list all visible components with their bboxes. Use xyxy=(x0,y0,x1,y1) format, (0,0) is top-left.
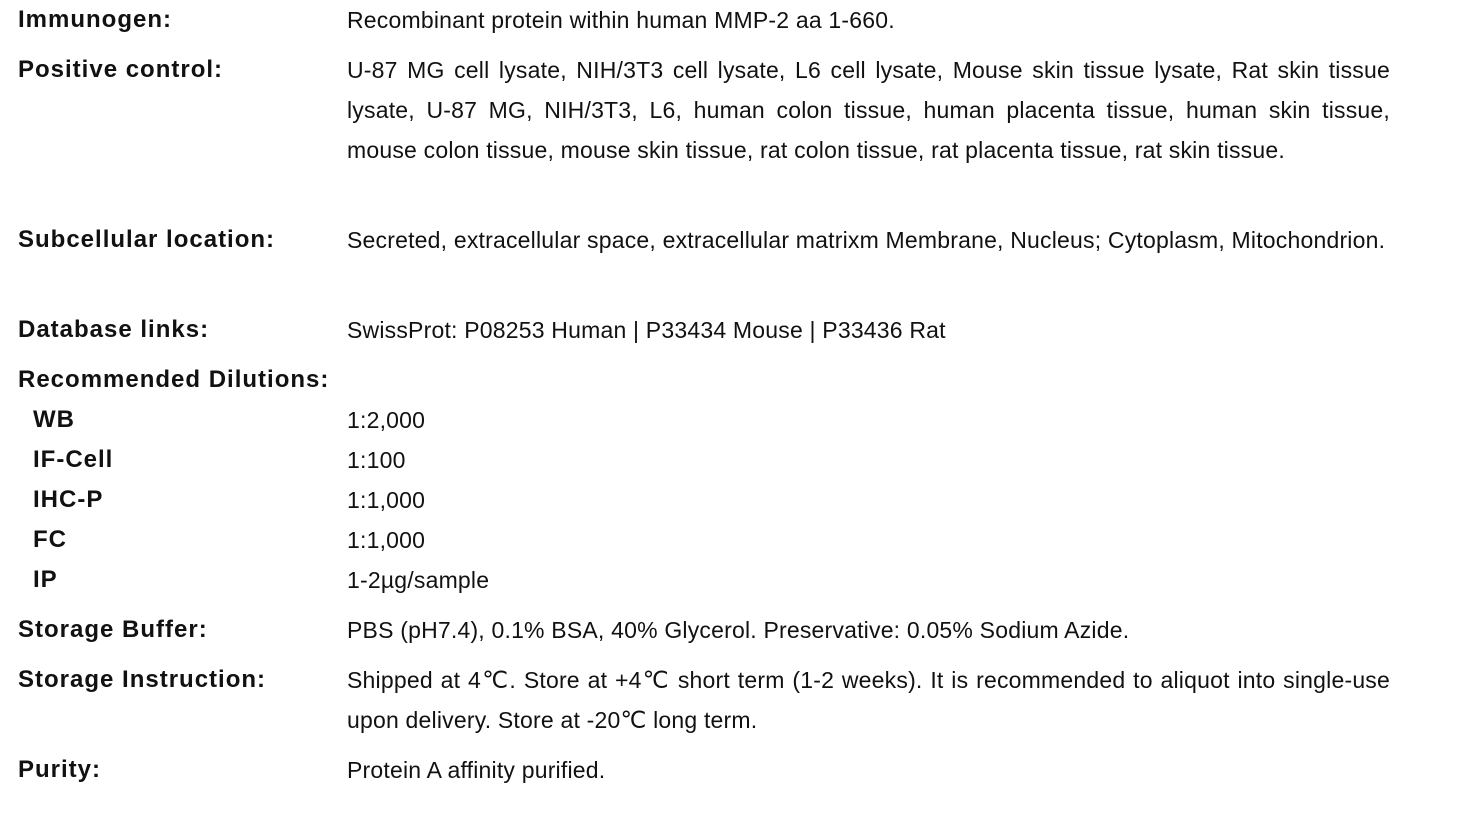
storage-instruction-label: Storage Instruction: xyxy=(18,666,267,693)
dilution-value: 1:1,000 xyxy=(347,527,426,553)
dilution-application-label: WB xyxy=(33,406,75,433)
subcellular-location-value: Secreted, extracellular space, extracellular matrixm Membrane, Nucleus; Cytoplasm, Mitochondrion. xyxy=(347,227,1386,253)
dilution-value: 1:2,000 xyxy=(347,407,426,433)
immunogen-value: Recombinant protein within human MMP-2 aa 1-660. xyxy=(347,7,895,33)
storage-instruction-value: Shipped at 4℃. Store at +4℃ short term (1-2 weeks). It is recommended to aliquot into single-use upon delivery. Store at -20℃ long term. xyxy=(347,667,1390,733)
positive-control-value: U-87 MG cell lysate, NIH/3T3 cell lysate, L6 cell lysate, Mouse skin tissue lysate, Rat skin tissue lysate, U-87 MG, NIH/3T3, L6, human colon tissue, human placenta tissue, human skin tissue, mouse colon tissue, mouse skin tissue, rat colon tissue, rat placenta tissue, rat skin tissue. xyxy=(347,57,1390,163)
database-links-value: SwissProt: P08253 Human | P33434 Mouse | P33436 Rat xyxy=(347,317,946,343)
dilution-application-label: IP xyxy=(33,566,58,593)
database-links-label: Database links: xyxy=(18,316,210,343)
purity-value: Protein A affinity purified. xyxy=(347,757,606,783)
recommended-dilutions-label: Recommended Dilutions: xyxy=(18,366,330,393)
storage-buffer-label: Storage Buffer: xyxy=(18,616,208,643)
dilution-value: 1-2µg/sample xyxy=(347,567,490,593)
dilution-application-label: IHC-P xyxy=(33,486,104,513)
positive-control-label: Positive control: xyxy=(18,56,224,83)
storage-buffer-value: PBS (pH7.4), 0.1% BSA, 40% Glycerol. Preservative: 0.05% Sodium Azide. xyxy=(347,617,1130,643)
subcellular-location-label: Subcellular location: xyxy=(18,226,276,253)
immunogen-label: Immunogen: xyxy=(18,6,172,33)
dilution-value: 1:1,000 xyxy=(347,487,426,513)
purity-label: Purity: xyxy=(18,756,102,783)
dilution-application-label: IF-Cell xyxy=(33,446,114,473)
dilution-value: 1:100 xyxy=(347,447,406,473)
dilution-application-label: FC xyxy=(33,526,67,553)
